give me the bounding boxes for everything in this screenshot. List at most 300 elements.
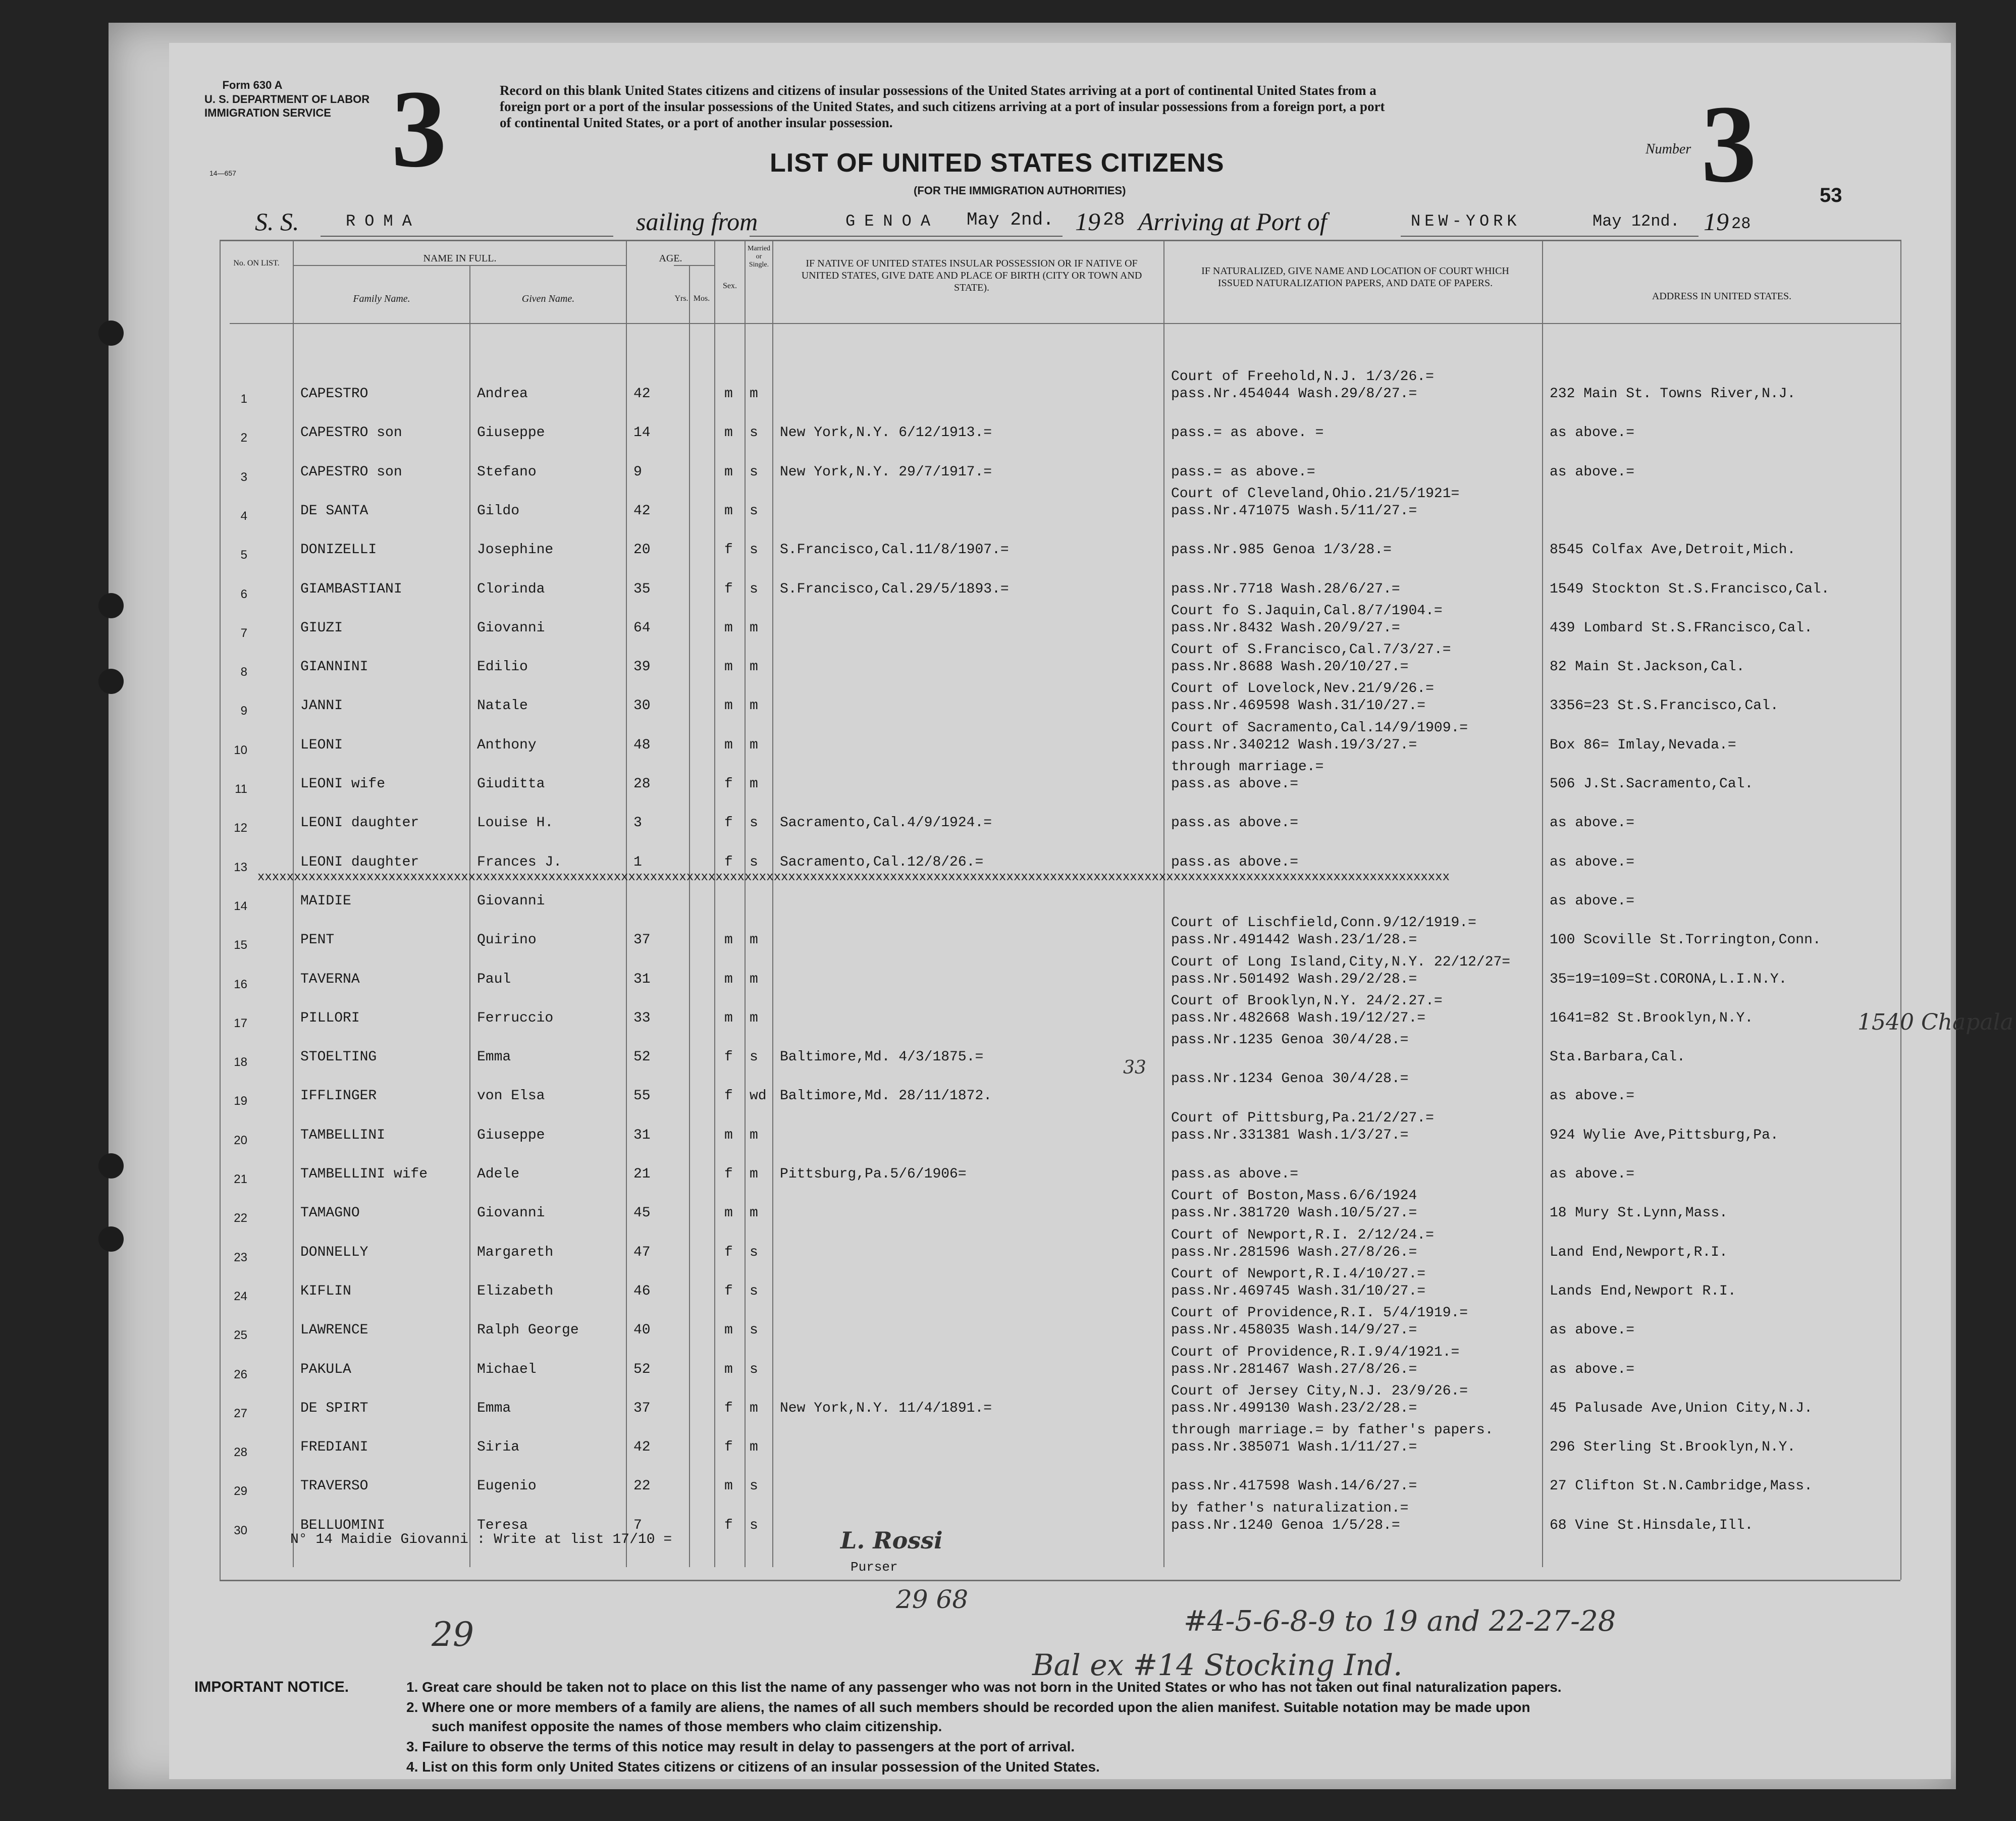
age-years: 35	[633, 581, 651, 597]
given-name: Giovanni	[477, 1205, 545, 1221]
age-years: 47	[633, 1244, 651, 1260]
arriving-label: Arriving at Port of	[1138, 207, 1327, 236]
passport-info: pass.Nr.381720 Wash.10/5/27.=	[1171, 1205, 1417, 1221]
department: U. S. DEPARTMENT OF LABOR	[204, 92, 370, 105]
sex: m	[724, 620, 733, 636]
us-address: 3356=23 St.S.Francisco,Cal.	[1550, 698, 1779, 714]
passport-info: pass.as above.=	[1171, 854, 1299, 870]
row-number: 14	[234, 899, 247, 913]
row-number: 6	[240, 587, 247, 601]
arrive-year: 28	[1731, 215, 1751, 233]
birth-info: Pittsburg,Pa.5/6/1906=	[780, 1166, 967, 1182]
given-name: Giovanni	[477, 893, 545, 909]
marital-status: s	[750, 425, 758, 441]
marital-status: s	[750, 581, 758, 597]
sex: m	[724, 659, 733, 675]
marital-status: m	[750, 737, 758, 753]
handwritten-33: 33	[1123, 1057, 1146, 1078]
sex: m	[724, 971, 733, 987]
given-name: Adele	[477, 1166, 520, 1182]
page-title: LIST OF UNITED STATES CITIZENS	[770, 148, 1225, 178]
header-no: No. ON LIST.	[233, 259, 280, 267]
us-address: 68 Vine St.Hinsdale,Ill.	[1550, 1517, 1754, 1533]
marital-status: m	[750, 620, 758, 636]
us-address: as above.=	[1550, 893, 1635, 909]
given-name: Quirino	[477, 932, 537, 948]
given-name: von Elsa	[477, 1088, 545, 1104]
intro-line-3: of continental United States, or a port of another insular possession.	[500, 115, 893, 130]
intro-line-2: foreign port or a port of the insular possessions of the United States, and such citizens arriving at a port of insular possessions from a foreign port, a port	[500, 99, 1385, 114]
depart-year-prefix: 19	[1075, 207, 1100, 236]
ss-label: S. S.	[255, 207, 299, 236]
us-address: 45 Palusade Ave,Union City,N.J.	[1550, 1400, 1813, 1416]
us-address: 1549 Stockton St.S.Francisco,Cal.	[1550, 581, 1830, 597]
given-name: Emma	[477, 1049, 511, 1065]
row-number: 22	[234, 1211, 247, 1225]
row-number: 27	[234, 1406, 247, 1420]
given-name: Siria	[477, 1439, 520, 1456]
given-name: Gildo	[477, 503, 520, 519]
sex: f	[724, 776, 733, 792]
sex: f	[724, 1283, 733, 1299]
us-address: 82 Main St.Jackson,Cal.	[1550, 659, 1745, 675]
family-name: GIAMBASTIANI	[300, 581, 402, 597]
sex: m	[724, 737, 733, 753]
page-subtitle: (FOR THE IMMIGRATION AUTHORITIES)	[914, 184, 1126, 197]
given-name: Ferruccio	[477, 1010, 554, 1026]
age-years: 9	[633, 464, 642, 480]
marital-status: s	[750, 1517, 758, 1533]
birth-info: New York,N.Y. 29/7/1917.=	[780, 464, 992, 480]
arrive-year-prefix: 19	[1704, 207, 1729, 236]
us-address: as above.=	[1550, 854, 1635, 870]
family-name: GIANNINI	[300, 659, 368, 675]
passport-info: pass.Nr.469745 Wash.31/10/27.=	[1171, 1283, 1426, 1299]
age-years: 31	[633, 1127, 651, 1143]
age-years: 33	[633, 1010, 651, 1026]
naturalization-court: Court fo S.Jaquin,Cal.8/7/1904.=	[1171, 603, 1443, 619]
family-name: FREDIANI	[300, 1439, 368, 1456]
age-years: 3	[633, 815, 642, 831]
given-name: Stefano	[477, 464, 537, 480]
header-sex: Sex.	[723, 282, 737, 290]
given-name: Anthony	[477, 737, 537, 753]
age-years: 21	[633, 1166, 651, 1182]
family-name: LEONI daughter	[300, 815, 419, 831]
sex: m	[724, 464, 733, 480]
age-years: 46	[633, 1283, 651, 1299]
family-name: LEONI daughter	[300, 854, 419, 870]
naturalization-court: Court of Newport,R.I.4/10/27.=	[1171, 1266, 1426, 1282]
given-name: Teresa	[477, 1517, 528, 1533]
naturalization-court: Court of Freehold,N.J. 1/3/26.=	[1171, 369, 1434, 385]
passport-info: pass.Nr.281467 Wash.27/8/26.=	[1171, 1361, 1417, 1377]
row-number: 12	[234, 821, 247, 835]
naturalization-court: Court of Providence,R.I. 5/4/1919.=	[1171, 1305, 1468, 1321]
header-age: AGE.	[659, 253, 682, 264]
age-years: 7	[633, 1517, 642, 1533]
naturalization-court: pass.Nr.1235 Genoa 30/4/28.=	[1171, 1032, 1409, 1048]
us-address: 8545 Colfax Ave,Detroit,Mich.	[1550, 542, 1796, 558]
header-naturalized: IF NATURALIZED, GIVE NAME AND LOCATION OF COURT WHICH ISSUED NATURALIZATION PAPERS, AND DATE OF PAPERS.	[1201, 265, 1509, 289]
row-number: 24	[234, 1289, 247, 1303]
us-address: 232 Main St. Towns River,N.J.	[1550, 386, 1796, 402]
row-number: 19	[234, 1094, 247, 1108]
age-years: 42	[633, 503, 651, 519]
given-name: Giuditta	[477, 776, 545, 792]
marital-status: m	[750, 659, 758, 675]
us-address: 506 J.St.Sacramento,Cal.	[1550, 776, 1754, 792]
family-name: DE SANTA	[300, 503, 368, 519]
binder-hole	[98, 669, 124, 694]
age-years: 31	[633, 971, 651, 987]
given-name: Giovanni	[477, 620, 545, 636]
sex: f	[724, 542, 733, 558]
us-address: as above.=	[1550, 1322, 1635, 1338]
given-name: Josephine	[477, 542, 554, 558]
sex: f	[724, 1517, 733, 1533]
port-from: GENOA	[845, 212, 940, 231]
passport-info: pass.Nr.8432 Wash.20/9/27.=	[1171, 620, 1400, 636]
sex: m	[724, 698, 733, 714]
marital-status: s	[750, 815, 758, 831]
row-number: 20	[234, 1133, 247, 1147]
depart-year: 28	[1103, 209, 1125, 230]
marital-status: s	[750, 1322, 758, 1338]
family-name: IFFLINGER	[300, 1088, 377, 1104]
depart-date: May 2nd.	[967, 209, 1054, 230]
marital-status: m	[750, 932, 758, 948]
passport-info: pass.as above.=	[1171, 815, 1299, 831]
passport-info: pass.Nr.499130 Wash.23/2/28.=	[1171, 1400, 1417, 1416]
row-number: 3	[240, 470, 247, 484]
marital-status: s	[750, 1478, 758, 1494]
birth-info: S.Francisco,Cal.29/5/1893.=	[780, 581, 1009, 597]
age-years: 42	[633, 386, 651, 402]
age-years: 1	[633, 854, 642, 870]
marital-status: m	[750, 1166, 758, 1182]
handwritten-annotation-2: Bal ex #14 Stocking Ind.	[1032, 1648, 1403, 1682]
row-number: 9	[240, 704, 247, 718]
handwritten-annotation-1: #4-5-6-8-9 to 19 and 22-27-28	[1184, 1605, 1616, 1638]
row-number: 26	[234, 1367, 247, 1381]
passport-info: pass.Nr.469598 Wash.31/10/27.=	[1171, 698, 1426, 714]
passport-info: pass.Nr.482668 Wash.19/12/27.=	[1171, 1010, 1426, 1026]
binder-hole	[98, 320, 124, 346]
passport-info: pass.Nr.331381 Wash.1/3/27.=	[1171, 1127, 1409, 1143]
age-years: 52	[633, 1049, 651, 1065]
row-number: 10	[234, 743, 247, 757]
sex: m	[724, 425, 733, 441]
purser-signature: L. Rossi	[840, 1527, 943, 1554]
manifest-sheet	[109, 23, 2013, 1789]
family-name: KIFLIN	[300, 1283, 351, 1299]
passport-info: pass.Nr.491442 Wash.23/1/28.=	[1171, 932, 1417, 948]
passport-info: pass.= as above. =	[1171, 425, 1324, 441]
age-years: 22	[633, 1478, 651, 1494]
marital-status: s	[750, 1244, 758, 1260]
row-number: 5	[240, 548, 247, 562]
marital-status: s	[750, 1049, 758, 1065]
naturalization-court: Court of Brooklyn,N.Y. 24/2.27.=	[1171, 993, 1443, 1009]
arrive-date: May 12nd.	[1593, 212, 1680, 231]
age-years: 45	[633, 1205, 651, 1221]
row-number: 16	[234, 977, 247, 991]
given-name: Paul	[477, 971, 511, 987]
marital-status: s	[750, 854, 758, 870]
age-years: 28	[633, 776, 651, 792]
binder-hole	[98, 1153, 124, 1179]
sex: m	[724, 932, 733, 948]
age-years: 37	[633, 932, 651, 948]
age-years: 20	[633, 542, 651, 558]
marital-status: s	[750, 464, 758, 480]
sex: m	[724, 386, 733, 402]
family-name: DONNELLY	[300, 1244, 368, 1260]
birth-info: New York,N.Y. 6/12/1913.=	[780, 425, 992, 441]
handwritten-chapala: 1540 Chapala	[1858, 1009, 2013, 1035]
sex: m	[724, 1205, 733, 1221]
family-name: TAVERNA	[300, 971, 360, 987]
family-name: STOELTING	[300, 1049, 377, 1065]
birth-info: Baltimore,Md. 4/3/1875.=	[780, 1049, 984, 1065]
binder-hole	[98, 593, 124, 618]
age-years: 37	[633, 1400, 651, 1416]
handwritten-29-68: 29 68	[896, 1585, 969, 1614]
family-name: JANNI	[300, 698, 343, 714]
form-id-block	[204, 78, 370, 120]
sex: f	[724, 815, 733, 831]
header-birth: IF NATIVE OF UNITED STATES INSULAR POSSESSION OR IF NATIVE OF UNITED STATES, GIVE DATE AND PLACE OF BIRTH (CITY OR TOWN AND STATE).	[801, 258, 1142, 293]
naturalization-court: Court of Lischfield,Conn.9/12/1919.=	[1171, 915, 1476, 931]
sex: m	[724, 503, 733, 519]
age-years: 48	[633, 737, 651, 753]
header-married: Married or Single.	[747, 245, 771, 269]
given-name: Louise H.	[477, 815, 554, 831]
naturalization-court: pass.Nr.1234 Genoa 30/4/28.=	[1171, 1071, 1409, 1087]
marital-status: m	[750, 1010, 758, 1026]
family-name: CAPESTRO son	[300, 425, 402, 441]
notice-heading: IMPORTANT NOTICE.	[194, 1679, 349, 1695]
marital-status: m	[750, 1400, 758, 1416]
family-name: CAPESTRO son	[300, 464, 402, 480]
naturalization-court: by father's naturalization.=	[1171, 1500, 1409, 1516]
ship-name: ROMA	[346, 212, 421, 231]
service: IMMIGRATION SERVICE	[204, 106, 331, 119]
notice-item-2: 2. Where one or more members of a family are aliens, the names of all such members should be recorded upon the alien manifest. Suitable notation may be made upon	[406, 1699, 1530, 1715]
naturalization-court: Court of S.Francisco,Cal.7/3/27.=	[1171, 642, 1451, 658]
sex: f	[724, 1244, 733, 1260]
us-address: as above.=	[1550, 425, 1635, 441]
marital-status: m	[750, 971, 758, 987]
family-name: GIUZI	[300, 620, 343, 636]
notice-item-4: 4. List on this form only United States citizens or citizens of an insular possession of the United States.	[406, 1759, 1100, 1775]
header-name: NAME IN FULL.	[423, 253, 497, 264]
sex: f	[724, 854, 733, 870]
sex: f	[724, 581, 733, 597]
age-years: 14	[633, 425, 651, 441]
row-number: 13	[234, 860, 247, 874]
given-name: Edilio	[477, 659, 528, 675]
birth-info: Sacramento,Cal.12/8/26.=	[780, 854, 984, 870]
given-name: Giuseppe	[477, 425, 545, 441]
family-name: PENT	[300, 932, 335, 948]
us-address: Lands End,Newport R.I.	[1550, 1283, 1736, 1299]
marital-status: s	[750, 542, 758, 558]
family-name: CAPESTRO	[300, 386, 368, 402]
family-name: LEONI wife	[300, 776, 386, 792]
row-number: 15	[234, 938, 247, 952]
intro-line-1: Record on this blank United States citizens and citizens of insular possessions of the United States arriving at a port of continental United States from a	[500, 83, 1376, 98]
row-number: 25	[234, 1328, 247, 1343]
naturalization-court: Court of Long Island,City,N.Y. 22/12/27=	[1171, 954, 1511, 970]
passport-info: pass.Nr.471075 Wash.5/11/27.=	[1171, 503, 1417, 519]
row-number: 28	[234, 1445, 247, 1460]
marital-status: s	[750, 1283, 758, 1299]
marital-status: m	[750, 1205, 758, 1221]
sex: f	[724, 1049, 733, 1065]
family-name: TAMBELLINI wife	[300, 1166, 428, 1182]
family-name: PAKULA	[300, 1361, 351, 1377]
passport-info: pass.Nr.281596 Wash.27/8/26.=	[1171, 1244, 1417, 1260]
family-name: TAMAGNO	[300, 1205, 360, 1221]
passport-info: pass.Nr.454044 Wash.29/8/27.=	[1171, 386, 1417, 402]
given-name: Clorinda	[477, 581, 545, 597]
struck-row-14: xxxxxxxxxxxxxxxxxxxxxxxxxxxxxxxxxxxxxxxxxxxxxxxxxxxxxxxxxxxxxxxxxxxxxxxxxxxxxxxxxxxxxxxxxxxxxxxxxxxxxxxxxxxxxxxxxxxxxxxxxxxxxxxxxxxxxxxxxxxxxxxxxxxxxxxxxxxxxxxxxxxx	[257, 871, 1450, 884]
marital-status: m	[750, 1127, 758, 1143]
port-to: NEW-YORK	[1411, 212, 1521, 231]
naturalization-court: Court of Pittsburg,Pa.21/2/27.=	[1171, 1110, 1434, 1126]
sex: f	[724, 1166, 733, 1182]
passport-info: pass.as above.=	[1171, 1166, 1299, 1182]
passport-info: pass.Nr.985 Genoa 1/3/28.=	[1171, 542, 1392, 558]
marital-status: m	[750, 386, 758, 402]
passport-info: pass.Nr.340212 Wash.19/3/27.=	[1171, 737, 1417, 753]
naturalization-court: Court of Cleveland,Ohio.21/5/1921=	[1171, 486, 1460, 502]
marital-status: m	[750, 776, 758, 792]
sex: m	[724, 1127, 733, 1143]
passport-info: pass.as above.=	[1171, 776, 1299, 792]
age-years: 52	[633, 1361, 651, 1377]
row-number: 11	[235, 782, 247, 796]
naturalization-court: Court of Boston,Mass.6/6/1924	[1171, 1188, 1417, 1204]
form-number-right: 3	[1701, 82, 1757, 205]
sailing-label: sailing from	[636, 207, 758, 236]
sex: m	[724, 1478, 733, 1494]
row-number: 21	[234, 1172, 247, 1186]
row-number: 1	[240, 392, 247, 406]
age-years: 42	[633, 1439, 651, 1456]
print-code: 14—657	[209, 169, 236, 177]
us-address: 1641=82 St.Brooklyn,N.Y.	[1550, 1010, 1754, 1026]
binder-hole	[98, 1226, 124, 1252]
header-yrs: Yrs.	[674, 294, 688, 303]
row-number: 2	[240, 431, 247, 445]
number-label: Number	[1646, 141, 1691, 157]
marital-status: s	[750, 503, 758, 519]
form-id: Form 630 A	[222, 79, 283, 91]
given-name: Ralph George	[477, 1322, 579, 1338]
row-number: 17	[234, 1016, 247, 1030]
family-name: TAMBELLINI	[300, 1127, 386, 1143]
us-address: as above.=	[1550, 815, 1635, 831]
us-address: 439 Lombard St.S.FRancisco,Cal.	[1550, 620, 1813, 636]
marital-status: m	[750, 698, 758, 714]
naturalization-court: Court of Lovelock,Nev.21/9/26.=	[1171, 681, 1434, 697]
family-name: LEONI	[300, 737, 343, 753]
notice-item-1: 1. Great care should be taken not to place on this list the name of any passenger who was not born in the United States or who has not taken out final naturalization papers.	[406, 1679, 1562, 1695]
family-name: TRAVERSO	[300, 1478, 368, 1494]
row-number: 30	[234, 1523, 247, 1537]
row-number: 7	[240, 626, 247, 640]
marital-status: m	[750, 1439, 758, 1456]
header-address: ADDRESS IN UNITED STATES.	[1652, 291, 1792, 302]
sex: m	[724, 1322, 733, 1338]
birth-info: Sacramento,Cal.4/9/1924.=	[780, 815, 992, 831]
given-name: Michael	[477, 1361, 537, 1377]
us-address: as above.=	[1550, 1166, 1635, 1182]
sex: m	[724, 1010, 733, 1026]
us-address: Land End,Newport,R.I.	[1550, 1244, 1728, 1260]
passport-info: pass.Nr.1240 Genoa 1/5/28.=	[1171, 1517, 1400, 1533]
family-name: MAIDIE	[300, 893, 351, 909]
form-number-left: 3	[391, 67, 447, 190]
notice-item-3: 3. Failure to observe the terms of this notice may result in delay to passengers at the port of arrival.	[406, 1739, 1075, 1754]
sex: m	[724, 1361, 733, 1377]
given-name: Natale	[477, 698, 528, 714]
given-name: Emma	[477, 1400, 511, 1416]
family-name: LAWRENCE	[300, 1322, 368, 1338]
family-name: PILLORI	[300, 1010, 360, 1026]
age-years: 30	[633, 698, 651, 714]
row-number: 29	[234, 1484, 247, 1498]
age-years: 64	[633, 620, 651, 636]
us-address: Sta.Barbara,Cal.	[1550, 1049, 1685, 1065]
row-number: 18	[234, 1055, 247, 1069]
us-address: as above.=	[1550, 464, 1635, 480]
passport-info: pass.Nr.501492 Wash.29/2/28.=	[1171, 971, 1417, 987]
given-name: Giuseppe	[477, 1127, 545, 1143]
naturalization-court: through marriage.= by father's papers.	[1171, 1422, 1494, 1438]
naturalization-court: Court of Newport,R.I. 2/12/24.=	[1171, 1227, 1434, 1243]
given-name: Eugenio	[477, 1478, 537, 1494]
sex: f	[724, 1439, 733, 1456]
passport-info: pass.Nr.385071 Wash.1/11/27.=	[1171, 1439, 1417, 1456]
birth-info: Baltimore,Md. 28/11/1872.	[780, 1088, 992, 1104]
form-area	[169, 43, 2013, 1779]
us-address: 100 Scoville St.Torrington,Conn.	[1550, 932, 1821, 948]
passport-info: pass.= as above.=	[1171, 464, 1315, 480]
marital-status: s	[750, 1361, 758, 1377]
us-address: 35=19=109=St.CORONA,L.I.N.Y.	[1550, 971, 1787, 987]
sex: f	[724, 1088, 733, 1104]
footnote: N° 14 Maidie Giovanni : Write at list 17/10 =	[290, 1532, 672, 1547]
notice-item-2b: such manifest opposite the names of those members who claim citizenship.	[432, 1719, 942, 1734]
naturalization-court: Court of Jersey City,N.J. 23/9/26.=	[1171, 1383, 1468, 1399]
given-name: Margareth	[477, 1244, 554, 1260]
us-address: Box 86= Imlay,Nevada.=	[1550, 737, 1736, 753]
us-address: 296 Sterling St.Brooklyn,N.Y.	[1550, 1439, 1796, 1456]
row-number: 4	[240, 509, 247, 523]
us-address: as above.=	[1550, 1361, 1635, 1377]
us-address: as above.=	[1550, 1088, 1635, 1104]
header-family: Family Name.	[353, 293, 410, 304]
given-name: Frances J.	[477, 854, 562, 870]
row-number: 23	[234, 1250, 247, 1264]
passport-info: pass.Nr.7718 Wash.28/6/27.=	[1171, 581, 1400, 597]
given-name: Andrea	[477, 386, 528, 402]
sex: f	[724, 1400, 733, 1416]
